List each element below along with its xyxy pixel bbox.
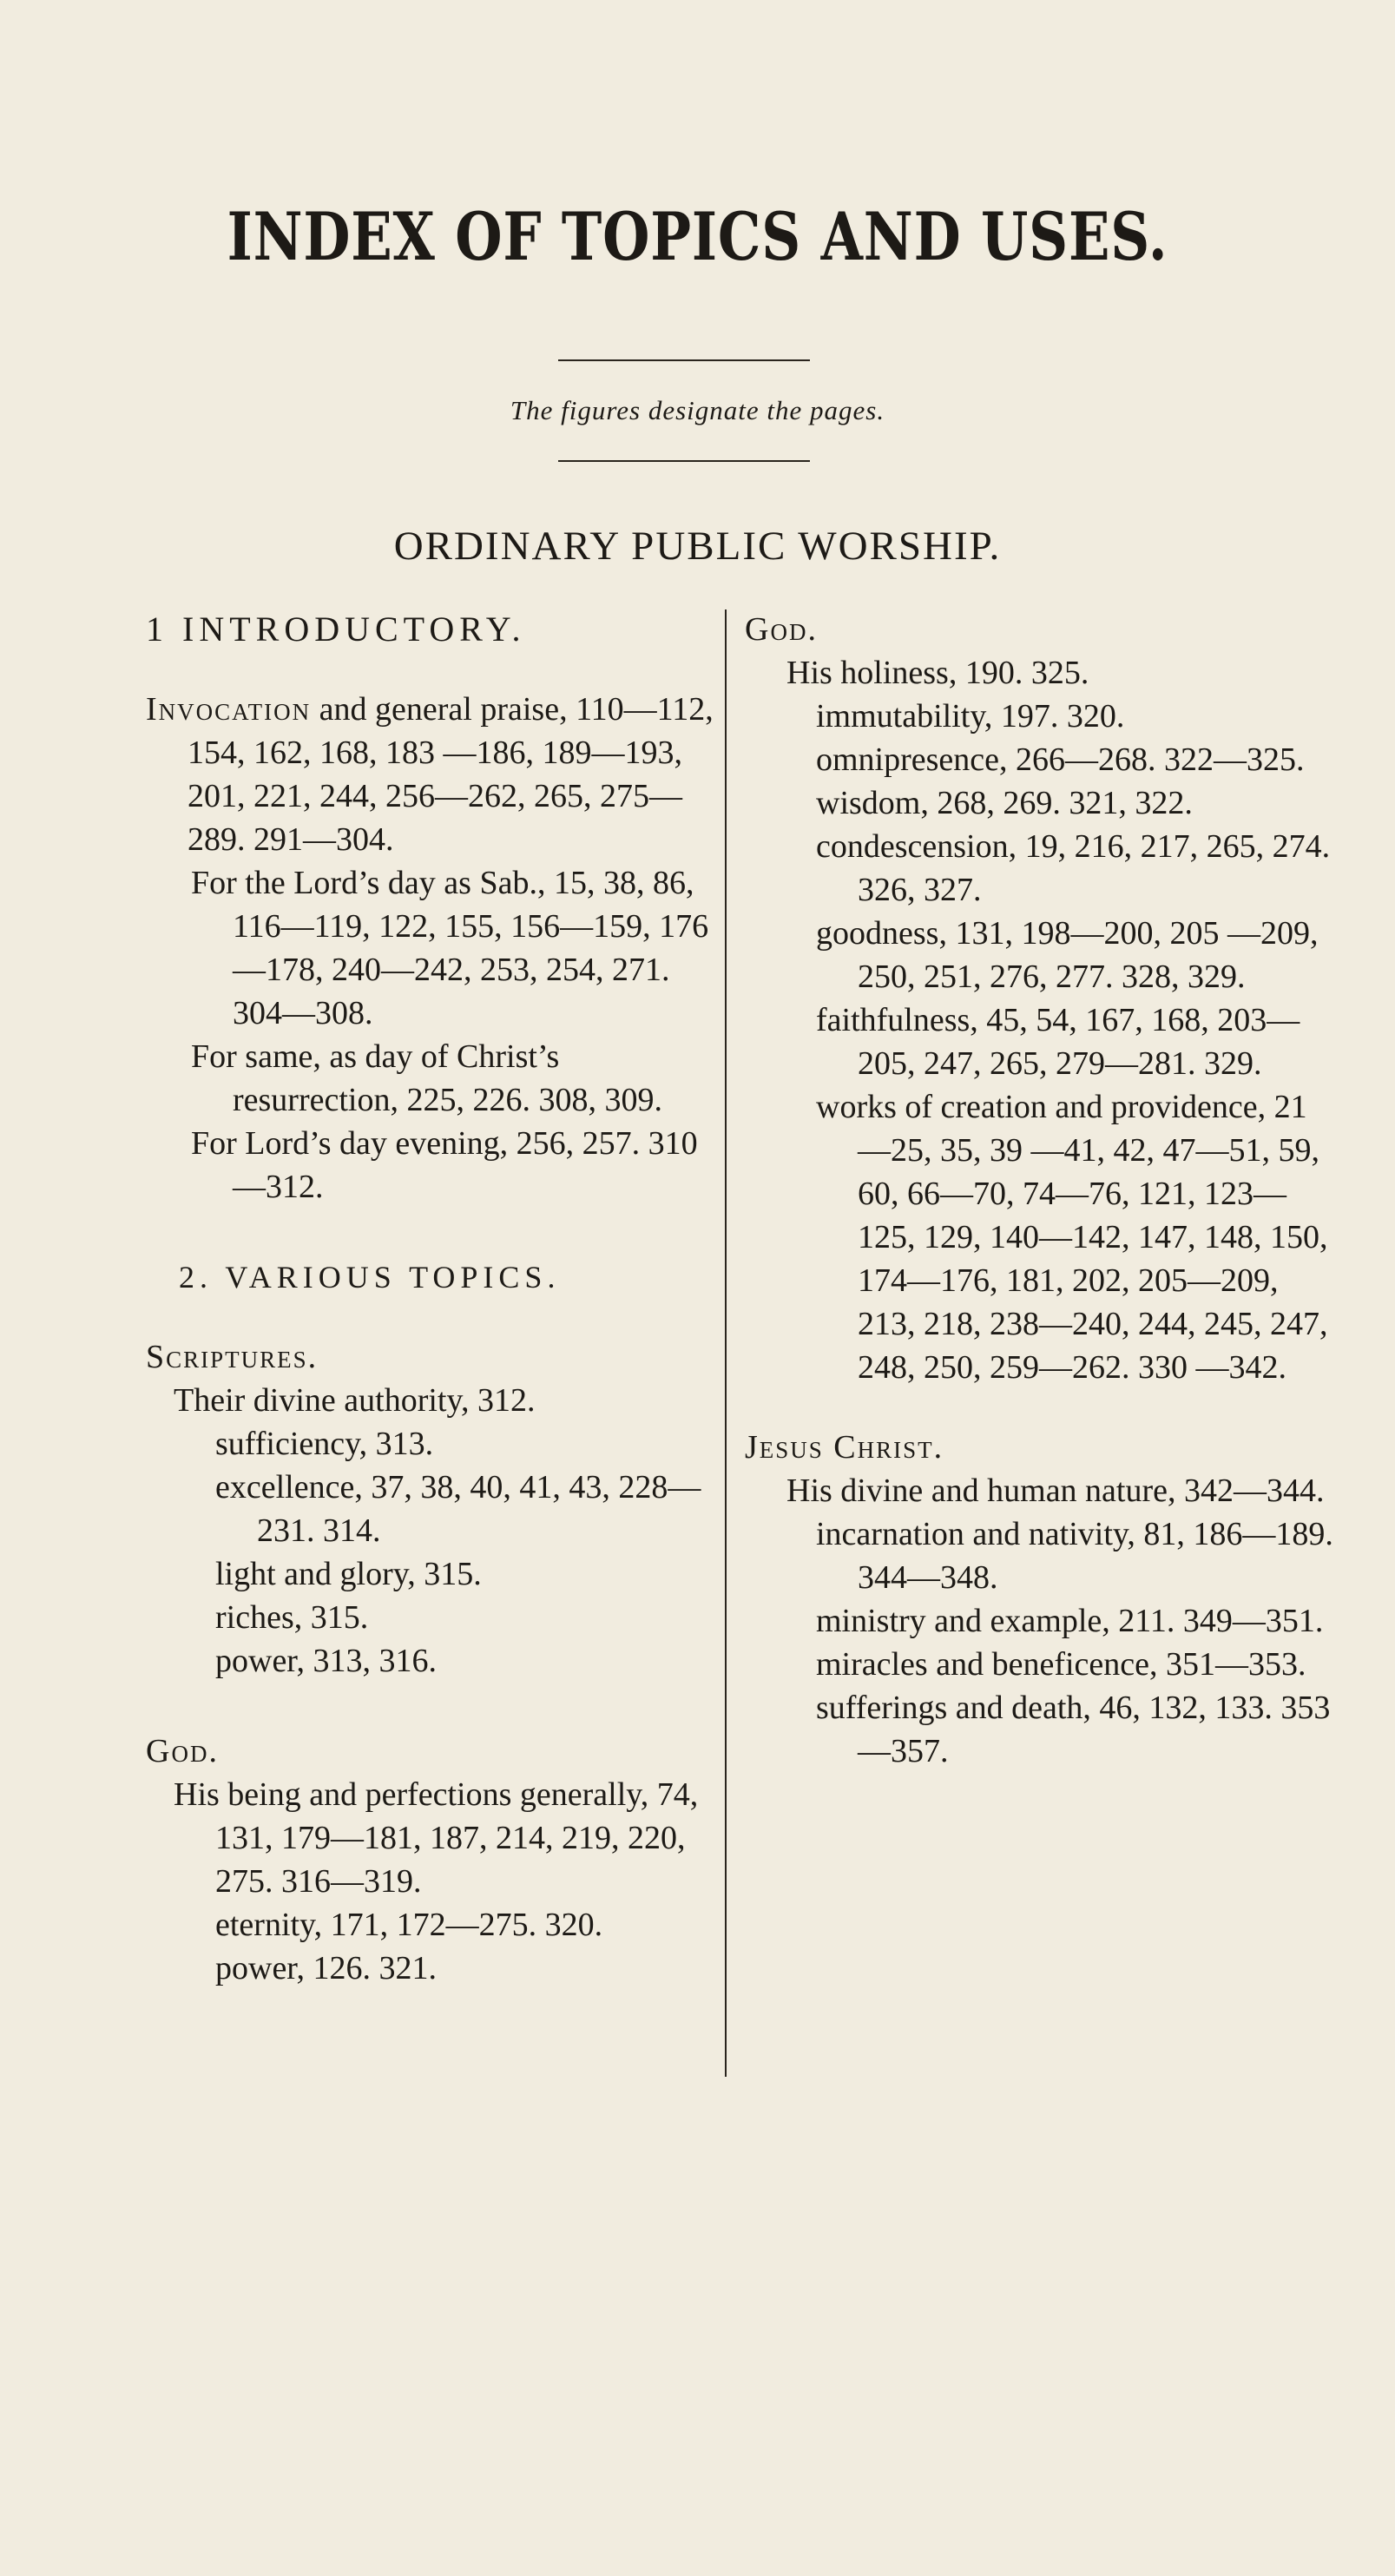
page-title: INDEX OF TOPICS AND USES. — [227, 198, 1168, 275]
jesus-entry: miracles and beneficence, 351—353. — [816, 1646, 1306, 1683]
god-entry: wisdom, 268, 269. 321, 322. — [816, 785, 1193, 821]
god-entry: eternity, 171, 172—275. 320. — [215, 1907, 603, 1943]
scriptures-entry: light and glory, 315. — [215, 1556, 482, 1592]
heading-various-topics: 2. VARIOUS TOPICS. — [179, 1260, 561, 1295]
scriptures-entry: Their divine authority, 312. — [174, 1382, 536, 1419]
god-entry: faithfulness, 45, 54, 167, 168, 203—205, 247, 265, 279—281. 329. — [816, 1002, 1300, 1082]
god-entry: works of creation and providence, 21—25, 35, 39 —41, 42, 47—51, 59, 60, 66—70, 74—76, 121, 123—125, 129, 140—142, 147, 148, 150, 174—176, 181, 202, 205—209, 213, 218, 238—240, 244, 245, 247, 248, 250, 259—262. 330 —342. — [816, 1089, 1328, 1386]
god-label-continued: God. — [745, 611, 818, 648]
scriptures-entry: riches, 315. — [215, 1599, 369, 1636]
heading-introductory: 1 INTRODUCTORY. — [146, 609, 526, 649]
invocation-entry — [146, 688, 714, 861]
scriptures-entry: power, 313, 316. — [215, 1643, 437, 1679]
section-heading: ORDINARY PUBLIC WORSHIP. — [393, 524, 1002, 569]
god-label: God. — [146, 1733, 219, 1769]
god-entry: condescension, 19, 216, 217, 265, 274. 326, 327. — [816, 828, 1331, 908]
column-divider — [725, 609, 727, 2077]
god-entry: goodness, 131, 198—200, 205 —209, 250, 251, 276, 277. 328, 329. — [816, 915, 1319, 995]
right-column — [745, 608, 1335, 1773]
god-entry: immutability, 197. 320. — [816, 698, 1125, 735]
christs-resurrection-entry: For same, as day of Christ’s resurrection, 225, 226. 308, 309. — [191, 1038, 662, 1118]
invocation-label: Invocation — [146, 691, 312, 728]
jesus-entry: sufferings and death, 46, 132, 133. 353—357. — [816, 1690, 1331, 1769]
title-rule-bottom — [558, 460, 810, 462]
scriptures-entry: sufficiency, 313. — [215, 1426, 434, 1462]
god-entry: His being and perfections generally, 74, 131, 179—181, 187, 214, 219, 220, 275. 316—319. — [174, 1776, 699, 1900]
jesus-entry: incarnation and nativity, 81, 186—189. 344—348. — [816, 1516, 1333, 1596]
invocation-text: and general praise, 110—112, 154, 162, 168, 183 —186, 189—193, 201, 221, 244, 256—262, 265, 275—289. 291—304. — [188, 691, 714, 858]
lords-day-evening-entry: For Lord’s day evening, 256, 257. 310—312. — [191, 1125, 698, 1205]
jesus-christ-label: Jesus Christ. — [745, 1429, 944, 1466]
god-entry: omnipresence, 266—268. 322—325. — [816, 741, 1305, 778]
holiness-entry: His holiness, 190. 325. — [786, 655, 1089, 691]
jesus-entry: His divine and human nature, 342—344. — [786, 1472, 1325, 1509]
title-rule-top — [558, 359, 810, 361]
lords-day-sab-entry: For the Lord’s day as Sab., 15, 38, 86, 116—119, 122, 155, 156—159, 176—178, 240—242, 253, 254, 271. 304—308. — [191, 865, 709, 1031]
god-entry: power, 126. 321. — [215, 1950, 437, 1986]
scriptures-label: Scriptures. — [146, 1339, 319, 1375]
jesus-entry: ministry and example, 211. 349—351. — [816, 1603, 1324, 1639]
left-column — [146, 608, 714, 1990]
scriptures-entry: excellence, 37, 38, 40, 41, 43, 228—231. 314. — [215, 1469, 701, 1549]
page-subtitle: The figures designate the pages. — [510, 395, 885, 425]
